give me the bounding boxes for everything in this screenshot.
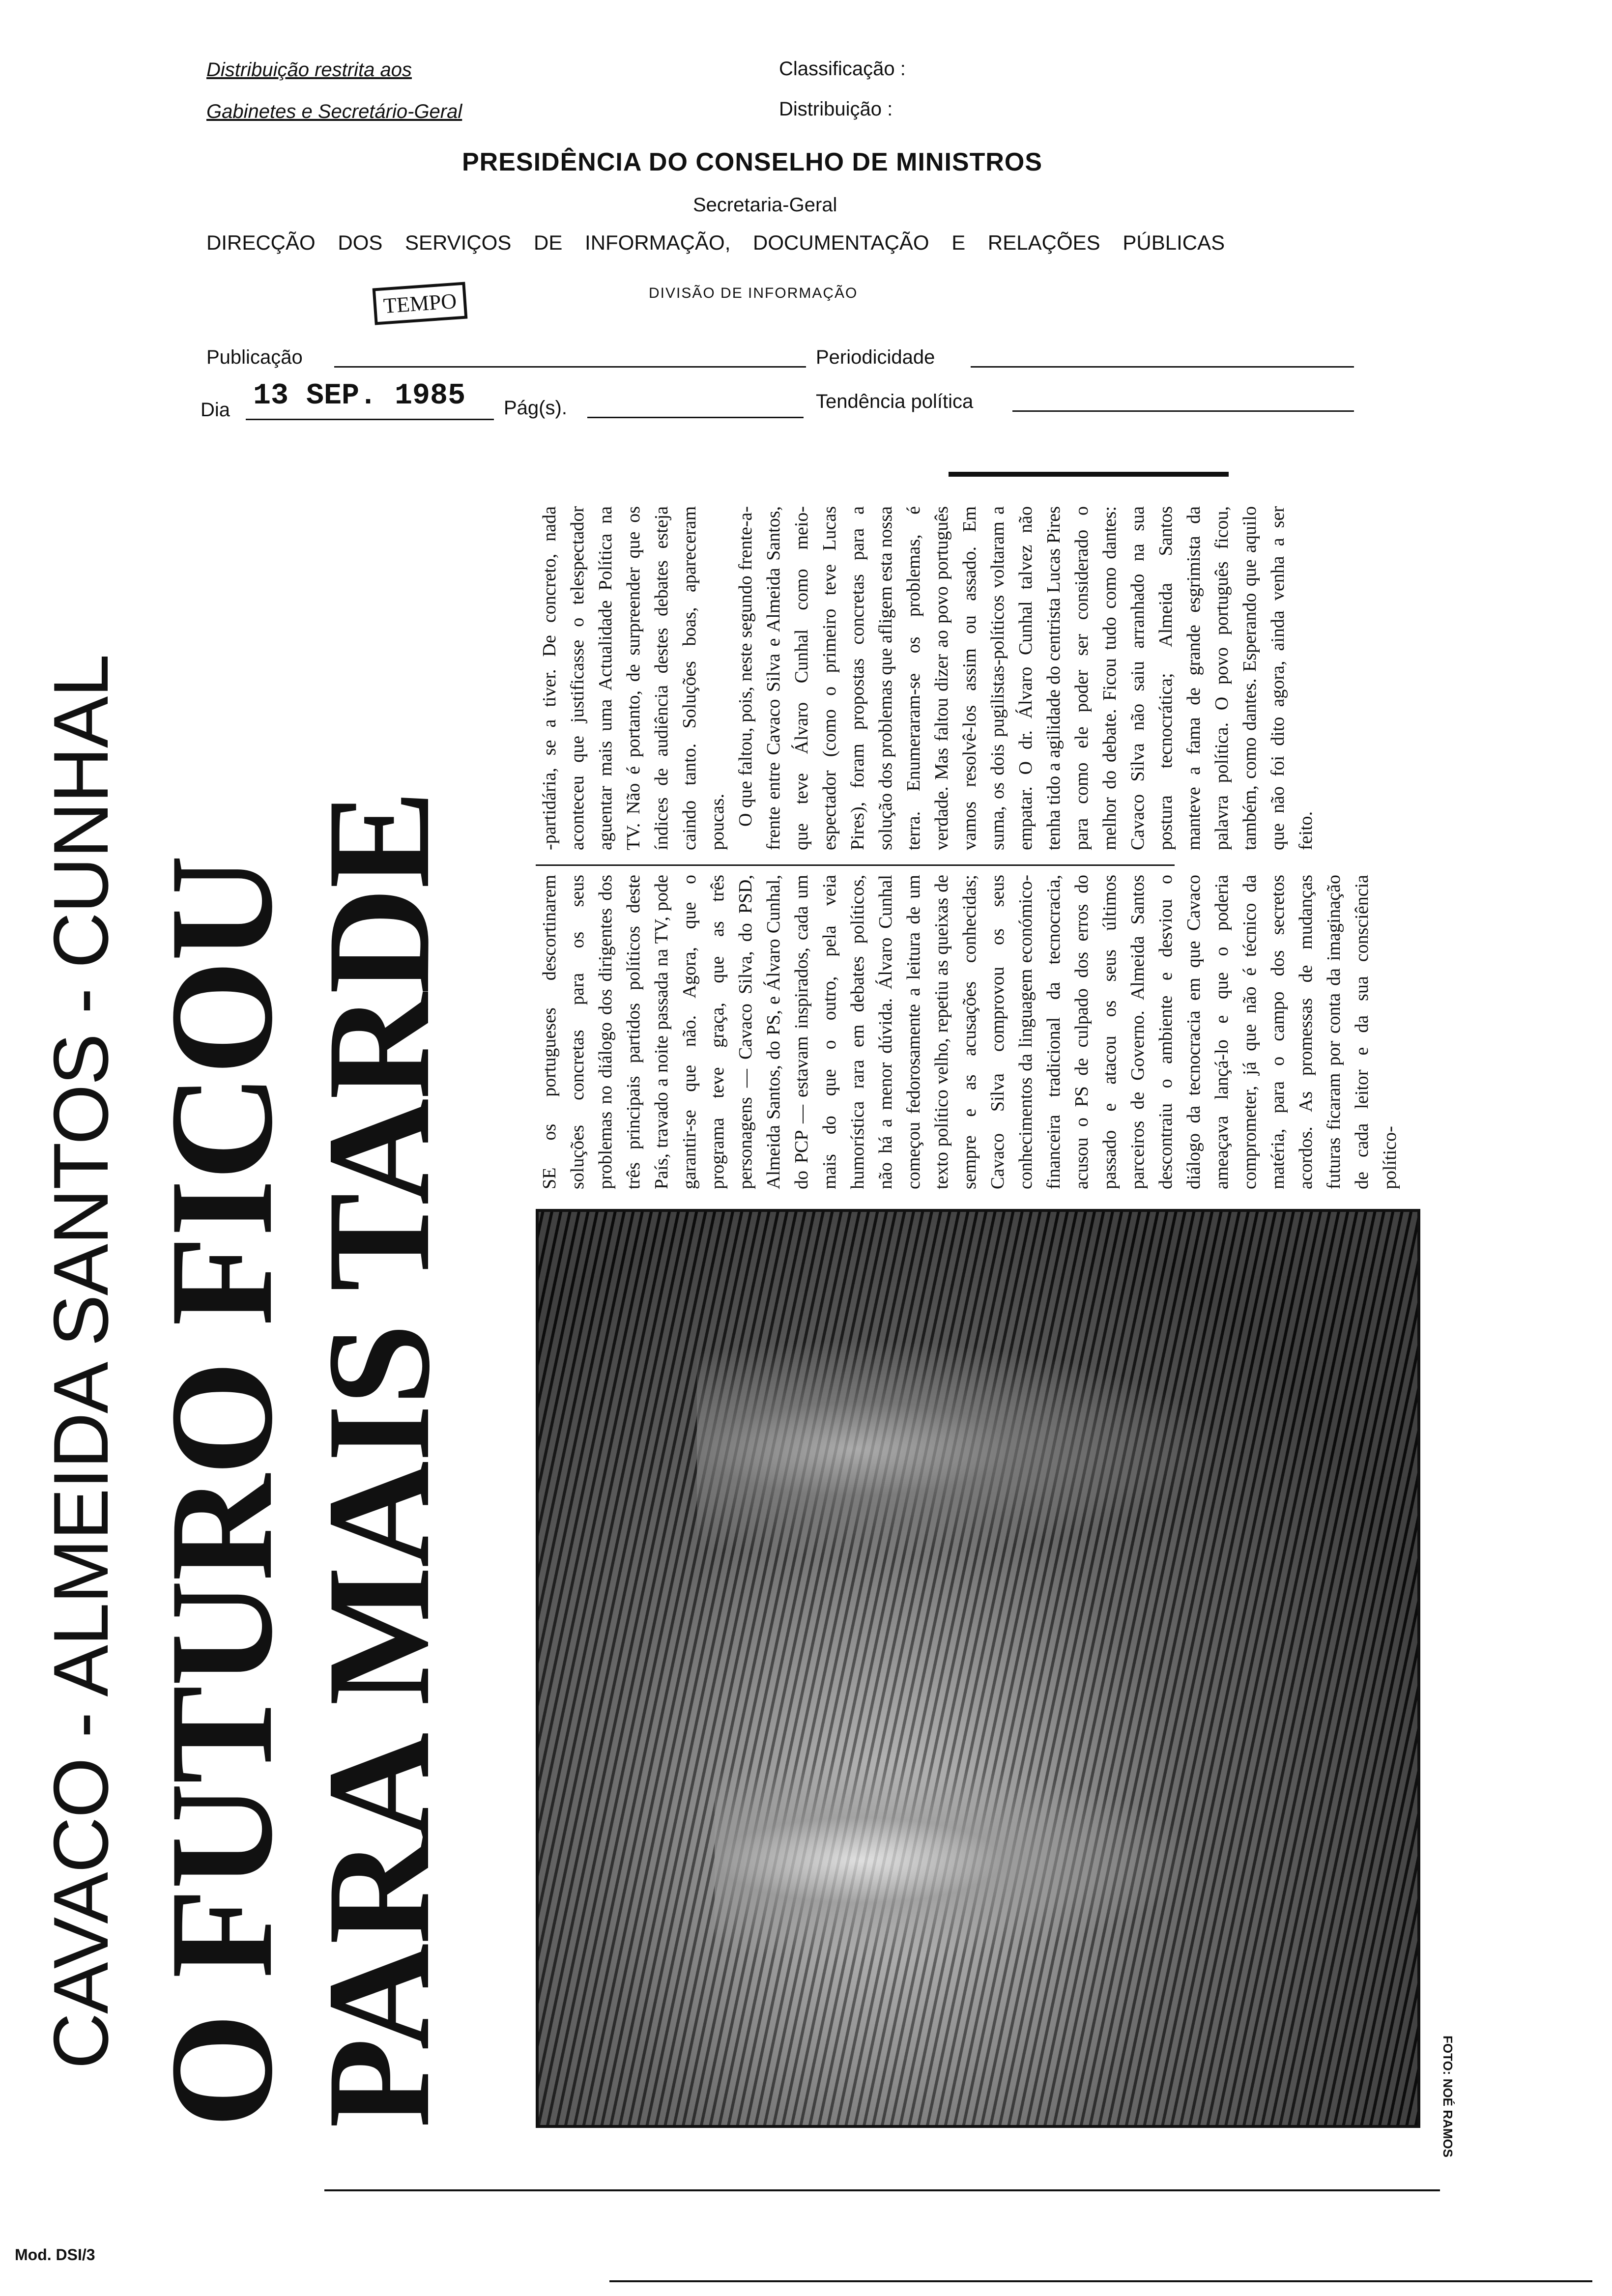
pags-label: Pág(s).: [504, 397, 567, 419]
pags-field-line: [587, 417, 804, 418]
headline-line-1: O FUTURO FICOU: [140, 856, 303, 2128]
photo-credit: FOTO: NOÉ RAMOS: [1440, 2036, 1455, 2157]
column-2-paragraph-2: O que faltou, pois, neste segundo frente-a-frente entre Cavaco Silva e Almeida Santos, que teve Álvaro Cunhal como meio-espectador (como o primeiro teve Lucas Pires), foram propostas concretas para a solução dos problemas que afligem esta nossa terra. Enumeraram-se os problemas, é verdade. Mas faltou dizer ao povo português vamos resolvê-los assim ou assado. Em suma, os dois pugilistas-políticos voltaram a empatar. O dr. Álvaro Cunhal talvez não tenha tido a agilidade do centrista Lucas Pires para como ele poder ser considerado o melhor do debate. Ficou tudo como dantes: Cavaco Silva não saiu arranhado na sua postura tecnocrática; Almeida Santos manteve a fama de grande esgrimista da palavra política. O povo português ficou, também, como dantes. Esperando que aquilo que não foi dito agora, ainda venha a ser feito.: [735, 506, 1316, 850]
article-kicker: CAVACO - ALMEIDA SANTOS - CUNHAL: [38, 655, 124, 2069]
publicacao-label: Publicação: [206, 346, 303, 368]
dia-label: Dia: [201, 399, 230, 421]
clipping-bottom-rule: [324, 2189, 1440, 2191]
dia-value: 13 SEP. 1985: [253, 379, 466, 413]
division: DIVISÃO DE INFORMAÇÃO: [649, 285, 858, 301]
tendencia-field-line: [1012, 410, 1354, 412]
org-subtitle: Secretaria-Geral: [693, 194, 837, 216]
classificacao-label: Classificação :: [779, 58, 906, 80]
column-2-paragraph-1: -partidária, se a tiver. De concreto, nada aconteceu que justificasse o telespectador aguentar mais uma Actualidade Política na TV. Não é portanto, de surpreender que os índices de audiência destes debates esteja caindo tanto. Soluções boas, apareceram poucas.: [539, 506, 728, 850]
periodicidade-field-line: [971, 366, 1354, 368]
publicacao-field-line: [334, 366, 806, 368]
tendencia-label: Tendência política: [816, 391, 974, 412]
article-column-1: [536, 875, 1400, 1189]
distribuicao-label: Distribuição :: [779, 98, 893, 120]
headline-line-2: PARA MAIS TARDE: [297, 791, 460, 2128]
directorate: DIRECÇÃO DOS SERVIÇOS DE INFORMAÇÃO, DOCUMENTAÇÃO E RELAÇÕES PÚBLICAS: [206, 231, 1225, 254]
newspaper-clipping: [29, 467, 1455, 2167]
periodicidade-label: Periodicidade: [816, 346, 935, 368]
publication-stamp: TEMPO: [373, 282, 468, 325]
restriction-line-1: Distribuição restrita aos: [206, 59, 412, 81]
dia-field-line: [246, 419, 494, 420]
column-divider: [536, 864, 1175, 866]
footer-rule: [609, 2280, 1592, 2282]
article-photo: [536, 1209, 1420, 2128]
article-column-2: [536, 506, 1316, 850]
restriction-line-2: Gabinetes e Secretário-Geral: [206, 101, 462, 122]
org-title: PRESIDÊNCIA DO CONSELHO DE MINISTROS: [462, 148, 1043, 176]
form-code: Mod. DSI/3: [15, 2246, 95, 2264]
column-1-paragraph: SE os portugueses descortinarem soluções concretas para os seus problemas no diálogo dos dirigentes dos três principais partidos políticos deste País, travado a noite passada na TV, pode garantir-se que não. Agora, que o programa teve graça, que as três personagens — Cavaco Silva, do PSD, Almeida Santos, do PS, e Álvaro Cunhal, do PCP — estavam inspirados, cada um mais do que o outro, pela veia humorística rara em debates políticos, não há a menor dúvida. Álvaro Cunhal começou fedorosamente a leitura de um texto político velho, repetiu as queixas de sempre e as acusações conhecidas; Cavaco Silva comprovou os seus conhecimentos da linguagem económico-financeira tradicional da tecnocracia, acusou o PS de culpado dos erros do passado e atacou os seus últimos parceiros de Governo. Almeida Santos descontraiu o ambiente e desviou o diálogo da tecnocracia em que Cavaco ameaçava lançá-lo e que o poderia comprometer, já que não é técnico da matéria, para o campo dos secretos acordos. As promessas de mudanças futuras ficaram por conta da imaginação de cada leitor e da sua consciência político-: [539, 875, 1400, 1189]
